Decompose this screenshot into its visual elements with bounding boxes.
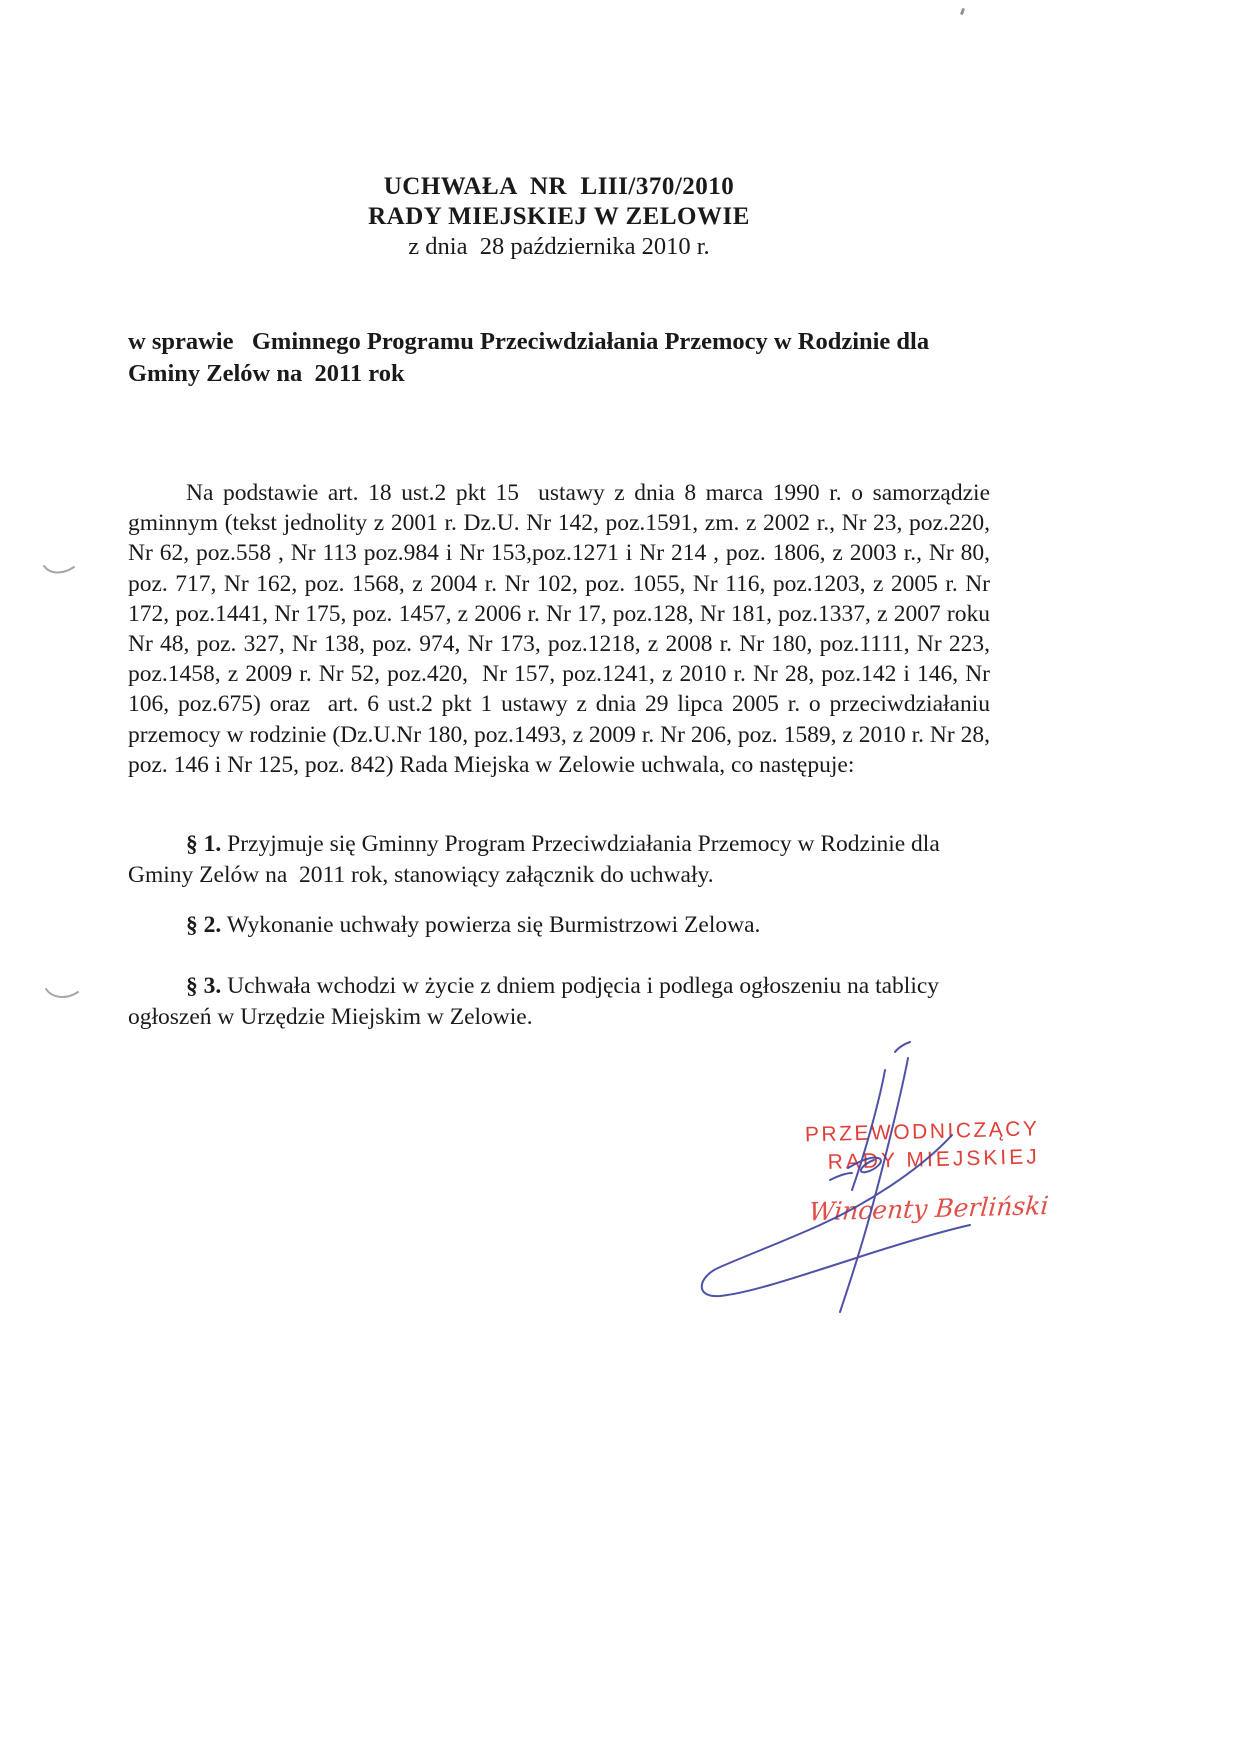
section-3 bbox=[128, 971, 990, 1033]
document-title-block bbox=[128, 172, 990, 262]
section-2 bbox=[128, 910, 990, 941]
section-1 bbox=[128, 829, 990, 891]
section-1-text: Przyjmuje się Gminny Program Przeciwdziałania Przemocy w Rodzinie dla Gminy Zelów na 2011 rok, stanowiący załącznik do uchwały. bbox=[128, 831, 946, 888]
margin-mark-icon bbox=[44, 984, 80, 1004]
stamp-title-line: PRZEWODNICZĄCY bbox=[804, 1117, 1040, 1147]
margin-mark-icon bbox=[42, 560, 76, 580]
section-2-marker: § 2. bbox=[186, 912, 222, 938]
subject-line: w sprawie Gminnego Programu Przeciwdziałania Przemocy w Rodzinie dla Gminy Zelów na 2011 rok bbox=[128, 328, 936, 387]
corner-speck bbox=[960, 8, 965, 16]
stamp-council-line: RADY MIEJSKIEJ bbox=[827, 1145, 1040, 1174]
section-1-marker: § 1. bbox=[186, 831, 222, 857]
resolution-number: UCHWAŁA NR LIII/370/2010 bbox=[383, 173, 735, 200]
resolution-date: z dnia 28 października 2010 r. bbox=[408, 233, 710, 260]
section-2-text: Wykonanie uchwały powierza się Burmistrzowi Zelowa. bbox=[221, 912, 761, 938]
council-name: RADY MIEJSKIEJ W ZELOWIE bbox=[368, 203, 750, 230]
chairman-name: Wincenty Berliński bbox=[807, 1191, 1050, 1227]
legal-preamble: Na podstawie art. 18 ust.2 pkt 15 ustawy z dnia 8 marca 1990 r. o samorządzie gminnym (tekst jednolity z 2001 r. Dz.U. Nr 142, poz.1591, zm. z 2002 r., Nr 23, poz.220, Nr 62, poz.558 , Nr 113 poz.984 i Nr 153,poz.1271 i Nr 214 , poz. 1806, z 2003 r., Nr 80, poz. 717, Nr 162, poz. 1568, z 2004 r. Nr 102, poz. 1055, Nr 116, poz.1203, z 2005 r. Nr 172, poz.1441, Nr 175, poz. 1457, z 2006 r. Nr 17, poz.128, Nr 181, poz.1337, z 2007 roku Nr 48, poz. 327, Nr 138, poz. 974, Nr 173, poz.1218, z 2008 r. Nr 180, poz.1111, Nr 223, poz.1458, z 2009 r. Nr 52, poz.420, Nr 157, poz.1241, z 2010 r. Nr 28, poz.142 i 146, Nr 106, poz.675) oraz art. 6 ust.2 pkt 1 ustawy z dnia 29 lipca 2005 r. o przeciwdziałaniu przemocy w rodzinie (Dz.U.Nr 180, poz.1493, z 2009 r. Nr 206, poz. 1589, z 2010 r. Nr 28, poz. 146 i Nr 125, poz. 842) Rada Miejska w Zelowie uchwala, co następuje: bbox=[128, 480, 996, 778]
section-3-text: Uchwała wchodzi w życie z dniem podjęcia i podlega ogłoszeniu na tablicy ogłoszeń w Urzędzie Miejskim w Zelowie. bbox=[128, 973, 945, 1030]
chairman-stamp bbox=[805, 1117, 1068, 1227]
section-3-marker: § 3. bbox=[186, 973, 222, 999]
